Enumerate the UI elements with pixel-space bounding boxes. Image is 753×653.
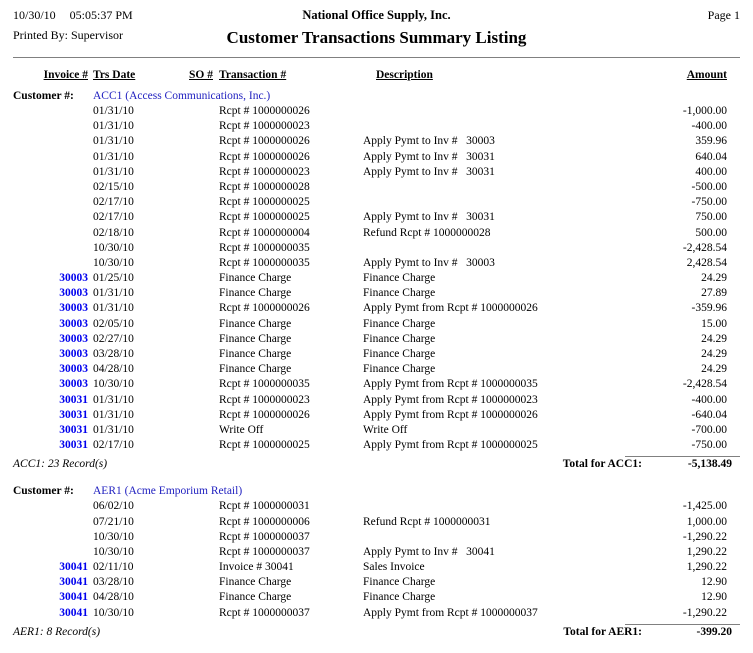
table-row <box>13 332 740 347</box>
invoice-cell <box>13 226 88 241</box>
trs-date-cell: 01/31/10 <box>93 150 134 163</box>
col-header-so: SO # <box>189 69 213 81</box>
so-number-cell <box>168 256 213 271</box>
amount-cell: -500.00 <box>691 180 727 193</box>
invoice-link[interactable]: 30003 <box>59 332 88 345</box>
trs-date-cell: 10/30/10 <box>93 378 134 391</box>
description-cell: Apply Pymt to Inv # 30031 <box>363 165 495 178</box>
trs-date-cell: 02/17/10 <box>93 439 134 452</box>
table-row <box>13 377 740 392</box>
transaction-cell: Rcpt # 1000000026 <box>219 105 310 117</box>
print-date-time <box>13 8 183 23</box>
so-number-cell <box>168 530 213 545</box>
invoice-link[interactable]: 30041 <box>59 591 88 604</box>
table-row <box>13 150 740 165</box>
trs-date-cell: 02/11/10 <box>93 561 134 574</box>
customer-header-row <box>13 89 740 104</box>
so-number-cell <box>168 575 213 590</box>
so-number-cell <box>168 134 213 149</box>
invoice-link[interactable]: 30031 <box>59 408 88 421</box>
so-number-cell <box>168 499 213 514</box>
group-total-amount: -5,138.49 <box>687 458 732 471</box>
table-row <box>13 119 740 134</box>
trs-date-cell: 02/17/10 <box>93 211 134 224</box>
header-right <box>570 8 740 48</box>
trs-date-cell: 04/28/10 <box>93 363 134 376</box>
transaction-cell: Invoice # 30041 <box>219 561 294 574</box>
amount-cell: -1,290.22 <box>682 530 727 543</box>
transaction-cell: Rcpt # 1000000006 <box>219 515 310 528</box>
trs-date-cell: 01/31/10 <box>93 287 134 300</box>
description-cell <box>363 530 598 545</box>
so-number-cell <box>168 560 213 575</box>
invoice-cell <box>13 104 88 119</box>
transaction-cell: Rcpt # 1000000026 <box>219 408 310 421</box>
amount-cell: 27.89 <box>701 287 727 300</box>
table-row <box>13 301 740 316</box>
record-count: ACC1: 23 Record(s) <box>13 458 108 471</box>
table-row <box>13 134 740 149</box>
amount-cell: 1,290.22 <box>686 561 727 574</box>
table-row <box>13 515 740 530</box>
table-row <box>13 530 740 545</box>
invoice-link[interactable]: 30031 <box>59 439 88 452</box>
invoice-cell <box>13 119 88 134</box>
table-row <box>13 362 740 377</box>
description-cell: Apply Pymt to Inv # 30031 <box>363 150 495 163</box>
trs-date-cell: 06/02/10 <box>93 500 134 513</box>
trs-date-cell: 04/28/10 <box>93 591 134 604</box>
table-row <box>13 393 740 408</box>
table-row <box>13 286 740 301</box>
description-cell: Refund Rcpt # 1000000028 <box>363 226 491 239</box>
print-date: 10/30/10 <box>13 8 56 22</box>
table-row <box>13 423 740 438</box>
trs-date-cell: 01/31/10 <box>93 105 134 117</box>
description-cell: Finance Charge <box>363 363 436 376</box>
invoice-link[interactable]: 30003 <box>59 272 88 285</box>
description-cell: Apply Pymt to Inv # 30041 <box>363 545 495 558</box>
description-cell <box>363 180 598 195</box>
so-number-cell <box>168 606 213 621</box>
table-row <box>13 590 740 605</box>
trs-date-cell: 10/30/10 <box>93 530 134 543</box>
transaction-cell: Rcpt # 1000000035 <box>219 378 310 391</box>
description-cell: Apply Pymt to Inv # 30031 <box>363 211 495 224</box>
amount-cell: 12.90 <box>701 576 727 589</box>
table-row <box>13 271 740 286</box>
amount-cell: -2,428.54 <box>682 378 727 391</box>
table-row <box>13 408 740 423</box>
so-number-cell <box>168 545 213 560</box>
table-row <box>13 317 740 332</box>
description-cell: Finance Charge <box>363 317 436 330</box>
amount-cell: -1,290.22 <box>682 606 727 619</box>
trs-date-cell: 02/17/10 <box>93 196 134 209</box>
invoice-cell <box>13 150 88 165</box>
table-row <box>13 545 740 560</box>
invoice-link[interactable]: 30031 <box>59 423 88 436</box>
amount-cell: -700.00 <box>691 423 727 436</box>
invoice-link[interactable]: 30041 <box>59 576 88 589</box>
transaction-cell: Finance Charge <box>219 317 292 330</box>
trs-date-cell: 02/18/10 <box>93 226 134 239</box>
group-total-amount: -399.20 <box>696 625 732 638</box>
table-row <box>13 180 740 195</box>
so-number-cell <box>168 317 213 332</box>
transaction-cell: Rcpt # 1000000026 <box>219 302 310 315</box>
report-title: Customer Transactions Summary Listing <box>226 28 527 47</box>
amount-cell: 24.29 <box>701 363 727 376</box>
trs-date-cell: 02/27/10 <box>93 332 134 345</box>
print-time: 05:05:37 PM <box>69 8 133 22</box>
description-cell <box>363 195 598 210</box>
trs-date-cell: 03/28/10 <box>93 348 134 360</box>
transaction-groups <box>13 89 740 640</box>
page-number: Page 1 <box>707 8 740 22</box>
transaction-cell: Rcpt # 1000000025 <box>219 439 310 452</box>
invoice-cell <box>13 134 88 149</box>
table-row <box>13 499 740 514</box>
transaction-cell: Rcpt # 1000000037 <box>219 530 310 543</box>
amount-cell: 1,000.00 <box>686 515 727 528</box>
col-header-transaction: Transaction # <box>219 69 287 81</box>
so-number-cell <box>168 241 213 256</box>
description-cell: Apply Pymt from Rcpt # 1000000023 <box>363 393 538 406</box>
invoice-link[interactable]: 30041 <box>59 561 88 574</box>
description-cell: Sales Invoice <box>363 561 425 574</box>
invoice-link[interactable]: 30003 <box>59 378 88 391</box>
trs-date-cell: 02/15/10 <box>93 180 134 193</box>
header-left <box>13 8 183 48</box>
trs-date-cell: 10/30/10 <box>93 606 134 619</box>
so-number-cell <box>168 104 213 119</box>
so-number-cell <box>168 332 213 347</box>
table-row <box>13 438 740 453</box>
amount-cell: 15.00 <box>701 317 727 330</box>
invoice-link[interactable]: 30003 <box>59 348 88 360</box>
description-cell: Finance Charge <box>363 287 436 300</box>
description-cell: Finance Charge <box>363 348 436 360</box>
col-header-trs-date: Trs Date <box>93 69 136 81</box>
amount-cell: 359.96 <box>695 135 727 148</box>
invoice-link[interactable]: 30003 <box>59 317 88 330</box>
amount-cell: -400.00 <box>691 120 727 133</box>
table-row <box>13 256 740 271</box>
transaction-cell: Finance Charge <box>219 363 292 376</box>
customer-link[interactable]: AER1 (Acme Emporium Retail) <box>93 485 243 498</box>
invoice-link[interactable]: 30003 <box>59 287 88 300</box>
trs-date-cell: 01/31/10 <box>93 120 134 133</box>
description-cell: Apply Pymt from Rcpt # 1000000035 <box>363 378 538 391</box>
transaction-cell: Finance Charge <box>219 576 292 589</box>
amount-cell: -1,000.00 <box>682 105 727 117</box>
transaction-cell: Rcpt # 1000000037 <box>219 545 310 558</box>
customer-number-label: Customer #: <box>13 485 74 498</box>
amount-cell: 750.00 <box>695 211 727 224</box>
customer-number-label: Customer #: <box>13 90 74 102</box>
transaction-cell: Rcpt # 1000000031 <box>219 500 310 513</box>
col-header-invoice: Invoice # <box>43 69 88 81</box>
header-center <box>183 8 570 48</box>
invoice-link[interactable]: 30003 <box>59 302 88 315</box>
so-number-cell <box>168 150 213 165</box>
group-total-label: Total for ACC1: <box>562 458 642 471</box>
so-number-cell <box>168 286 213 301</box>
description-cell: Apply Pymt from Rcpt # 1000000025 <box>363 439 538 452</box>
description-cell <box>363 241 598 256</box>
description-cell: Apply Pymt from Rcpt # 1000000026 <box>363 408 538 421</box>
invoice-cell <box>13 256 88 271</box>
transaction-cell: Rcpt # 1000000023 <box>219 393 310 406</box>
trs-date-cell: 01/31/10 <box>93 302 134 315</box>
amount-cell: 1,290.22 <box>686 545 727 558</box>
so-number-cell <box>168 438 213 453</box>
so-number-cell <box>168 377 213 392</box>
so-number-cell <box>168 423 213 438</box>
amount-cell: 24.29 <box>701 332 727 345</box>
transaction-cell: Rcpt # 1000000023 <box>219 120 310 133</box>
invoice-link[interactable]: 30031 <box>59 393 88 406</box>
description-cell: Write Off <box>363 423 408 436</box>
amount-cell: -750.00 <box>691 439 727 452</box>
amount-cell: 24.29 <box>701 348 727 360</box>
transaction-cell: Rcpt # 1000000023 <box>219 165 310 178</box>
table-row <box>13 347 740 362</box>
header-divider <box>13 57 740 58</box>
customer-header-row <box>13 484 740 499</box>
invoice-cell <box>13 195 88 210</box>
table-row <box>13 195 740 210</box>
table-row <box>13 104 740 119</box>
description-cell: Finance Charge <box>363 332 436 345</box>
amount-cell: -640.04 <box>691 408 727 421</box>
company-name: National Office Supply, Inc. <box>302 8 451 22</box>
so-number-cell <box>168 362 213 377</box>
description-cell: Finance Charge <box>363 576 436 589</box>
description-cell <box>363 104 598 119</box>
group-total-label: Total for AER1: <box>563 625 642 638</box>
invoice-link[interactable]: 30041 <box>59 606 88 619</box>
invoice-cell <box>13 165 88 180</box>
transaction-cell: Finance Charge <box>219 332 292 345</box>
invoice-cell <box>13 530 88 545</box>
transaction-cell: Finance Charge <box>219 287 292 300</box>
table-row <box>13 226 740 241</box>
amount-cell: -2,428.54 <box>682 241 727 254</box>
description-cell: Apply Pymt from Rcpt # 1000000037 <box>363 606 538 619</box>
transaction-cell: Rcpt # 1000000035 <box>219 241 310 254</box>
trs-date-cell: 10/30/10 <box>93 256 134 269</box>
col-header-amount: Amount <box>686 69 727 81</box>
amount-cell: 24.29 <box>701 272 727 285</box>
group-footer-row <box>13 624 740 640</box>
description-cell <box>363 119 598 134</box>
invoice-cell <box>13 545 88 560</box>
so-number-cell <box>168 515 213 530</box>
transaction-cell: Finance Charge <box>219 272 292 285</box>
so-number-cell <box>168 210 213 225</box>
so-number-cell <box>168 165 213 180</box>
so-number-cell <box>168 347 213 362</box>
group-footer-row <box>13 456 740 472</box>
trs-date-cell: 01/31/10 <box>93 423 134 436</box>
table-row <box>13 165 740 180</box>
transaction-cell: Write Off <box>219 423 264 436</box>
amount-cell: 2,428.54 <box>686 256 727 269</box>
transaction-cell: Rcpt # 1000000025 <box>219 211 310 224</box>
transaction-cell: Rcpt # 1000000026 <box>219 150 310 163</box>
description-cell: Finance Charge <box>363 272 436 285</box>
trs-date-cell: 02/05/10 <box>93 317 134 330</box>
printed-by: Printed By: Supervisor <box>13 28 123 42</box>
table-row <box>13 560 740 575</box>
amount-cell: -359.96 <box>691 302 727 315</box>
trs-date-cell: 01/31/10 <box>93 135 134 148</box>
trs-date-cell: 10/30/10 <box>93 241 134 254</box>
invoice-link[interactable]: 30003 <box>59 363 88 376</box>
amount-cell: 500.00 <box>695 226 727 239</box>
transaction-cell: Finance Charge <box>219 591 292 604</box>
transaction-cell: Rcpt # 1000000028 <box>219 180 310 193</box>
transaction-cell: Rcpt # 1000000035 <box>219 256 310 269</box>
so-number-cell <box>168 180 213 195</box>
amount-cell: -1,425.00 <box>682 500 727 513</box>
customer-group <box>13 484 740 640</box>
trs-date-cell: 01/31/10 <box>93 408 134 421</box>
table-row <box>13 575 740 590</box>
description-cell: Apply Pymt from Rcpt # 1000000026 <box>363 302 538 315</box>
record-count: AER1: 8 Record(s) <box>13 625 101 638</box>
transaction-cell: Rcpt # 1000000037 <box>219 606 310 619</box>
trs-date-cell: 01/25/10 <box>93 272 134 285</box>
transaction-cell: Rcpt # 1000000025 <box>219 196 310 209</box>
table-row <box>13 210 740 225</box>
trs-date-cell: 01/31/10 <box>93 393 134 406</box>
trs-date-cell: 01/31/10 <box>93 165 134 178</box>
column-headers <box>13 68 740 83</box>
col-header-description: Description <box>376 69 433 81</box>
description-cell: Finance Charge <box>363 591 436 604</box>
invoice-cell <box>13 210 88 225</box>
description-cell: Apply Pymt to Inv # 30003 <box>363 135 495 148</box>
so-number-cell <box>168 393 213 408</box>
amount-cell: 400.00 <box>695 165 727 178</box>
description-cell: Apply Pymt to Inv # 30003 <box>363 256 495 269</box>
so-number-cell <box>168 195 213 210</box>
customer-link[interactable]: ACC1 (Access Communications, Inc.) <box>93 90 271 102</box>
so-number-cell <box>168 226 213 241</box>
trs-date-cell: 03/28/10 <box>93 576 134 589</box>
invoice-cell <box>13 515 88 530</box>
so-number-cell <box>168 271 213 286</box>
invoice-cell <box>13 180 88 195</box>
amount-cell: 640.04 <box>695 150 727 163</box>
transaction-cell: Rcpt # 1000000004 <box>219 226 310 239</box>
so-number-cell <box>168 590 213 605</box>
description-cell <box>363 499 598 514</box>
trs-date-cell: 07/21/10 <box>93 515 134 528</box>
so-number-cell <box>168 301 213 316</box>
so-number-cell <box>168 119 213 134</box>
description-cell: Refund Rcpt # 1000000031 <box>363 515 491 528</box>
customer-group <box>13 89 740 472</box>
report-header <box>13 8 740 48</box>
trs-date-cell: 10/30/10 <box>93 545 134 558</box>
table-row <box>13 241 740 256</box>
so-number-cell <box>168 408 213 423</box>
invoice-cell <box>13 241 88 256</box>
amount-cell: -750.00 <box>691 196 727 209</box>
amount-cell: -400.00 <box>691 393 727 406</box>
amount-cell: 12.90 <box>701 591 727 604</box>
transaction-cell: Finance Charge <box>219 348 292 360</box>
transaction-cell: Rcpt # 1000000026 <box>219 135 310 148</box>
invoice-cell <box>13 499 88 514</box>
table-row <box>13 606 740 621</box>
